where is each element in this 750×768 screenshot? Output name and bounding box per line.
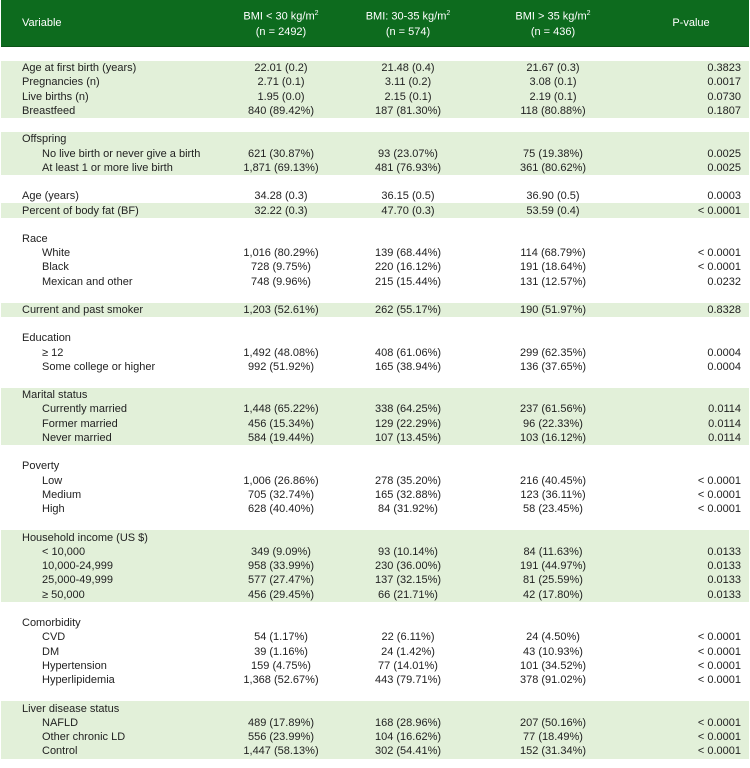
cell-pvalue: 0.0114 [633, 431, 749, 445]
cell-bmi-over-35: 24 (4.50%) [526, 631, 580, 644]
row-label: Former married [1, 417, 219, 431]
cell-bmi-30-35: 21.48 (0.4) [343, 61, 473, 75]
cell-bmi-over-35: 43 (10.93%) [523, 645, 583, 658]
cell-pvalue: 0.0114 [633, 402, 749, 416]
cell-bmi-under-30: 39 (1.16%) [254, 645, 308, 658]
cell-bmi-30-35 [343, 388, 473, 402]
row-label: High [42, 503, 65, 516]
cell-bmi-30-35 [343, 530, 473, 544]
cell-bmi-30-35: 3.11 (0.2) [343, 75, 473, 89]
table-row [1, 132, 749, 146]
cell-bmi-30-35 [343, 132, 473, 146]
cell-bmi-30-35: 481 (76.93%) [343, 161, 473, 175]
cell-bmi-over-35 [473, 459, 633, 473]
table-row [1, 431, 749, 445]
cell-bmi-30-35: 165 (32.88%) [374, 488, 442, 501]
row-label: Live births (n) [1, 90, 219, 104]
table-row [1, 104, 749, 118]
cell-pvalue [633, 388, 749, 402]
row-label: Control [1, 744, 219, 758]
header-bmi-30-35: BMI: 30-35 $kg/m^2$ (n = 574) [343, 0, 473, 47]
table-row [1, 161, 749, 175]
table-row [1, 260, 749, 274]
cell-bmi-30-35: 278 (35.20%) [374, 474, 442, 487]
cell-bmi-under-30: 1,492 (48.08%) [243, 346, 319, 359]
table-row [1, 345, 749, 359]
spacer-row [1, 175, 749, 189]
cell-bmi-over-35: 42 (17.80%) [473, 588, 633, 602]
cell-bmi-30-35: 2.15 (0.1) [343, 90, 473, 104]
cell-bmi-over-35: 53.59 (0.4) [473, 203, 633, 217]
cell-bmi-under-30: 577 (27.47%) [219, 573, 343, 587]
cell-bmi-under-30: 349 (9.09%) [219, 545, 343, 559]
cell-bmi-over-35: 96 (22.33%) [473, 417, 633, 431]
cell-bmi-30-35: 338 (64.25%) [343, 402, 473, 416]
cell-bmi-over-35 [473, 232, 633, 246]
row-label: Low [42, 474, 63, 487]
table-row [1, 203, 749, 217]
cell-bmi-over-35: 81 (25.59%) [473, 573, 633, 587]
table-row [1, 331, 749, 345]
cell-bmi-under-30: 628 (40.40%) [247, 503, 315, 516]
table-row [1, 716, 749, 730]
cell-bmi-under-30: 456 (15.34%) [219, 417, 343, 431]
table-row [1, 659, 749, 673]
cell-bmi-30-35: 36.15 (0.5) [381, 190, 435, 203]
spacer-row [1, 218, 749, 232]
table-row [1, 730, 749, 744]
cell-pvalue: 0.0025 [633, 146, 749, 160]
cell-pvalue: < 0.0001 [697, 261, 741, 274]
row-label: Marital status [1, 388, 219, 402]
cell-pvalue: 0.0232 [707, 275, 741, 288]
cell-bmi-30-35: 302 (54.41%) [343, 744, 473, 758]
spacer-row [1, 687, 749, 701]
cell-pvalue: < 0.0001 [633, 744, 749, 758]
cell-bmi-under-30 [219, 459, 343, 473]
cell-bmi-30-35: 104 (16.62%) [343, 730, 473, 744]
cell-pvalue [633, 459, 749, 473]
cell-pvalue: 0.0004 [707, 346, 741, 359]
cell-bmi-30-35 [343, 459, 473, 473]
cell-bmi-over-35: 118 (80.88%) [473, 104, 633, 118]
cell-pvalue: 0.0004 [707, 360, 741, 373]
row-label: Comorbidity [22, 617, 81, 630]
cell-bmi-under-30: 584 (19.44%) [219, 431, 343, 445]
cell-bmi-30-35: 93 (10.14%) [343, 545, 473, 559]
cell-pvalue: 0.3823 [633, 61, 749, 75]
table-row [1, 530, 749, 544]
spacer-row [1, 516, 749, 530]
cell-pvalue: < 0.0001 [633, 203, 749, 217]
row-label: Age (years) [22, 190, 79, 203]
cell-bmi-over-35: 84 (11.63%) [473, 545, 633, 559]
row-label: Pregnancies (n) [1, 75, 219, 89]
cell-bmi-under-30: 1,016 (80.29%) [243, 247, 319, 260]
cell-bmi-under-30: 1,448 (65.22%) [219, 402, 343, 416]
cell-bmi-30-35: 84 (31.92%) [378, 503, 438, 516]
cell-bmi-over-35 [473, 616, 633, 630]
row-label: Percent of body fat (BF) [1, 203, 219, 217]
table-row [1, 630, 749, 644]
cell-pvalue: 0.0133 [633, 559, 749, 573]
cell-pvalue: 0.0133 [633, 588, 749, 602]
table-row [1, 502, 749, 516]
cell-bmi-under-30: 748 (9.96%) [251, 275, 311, 288]
cell-bmi-under-30 [219, 132, 343, 146]
cell-pvalue: 0.8328 [633, 303, 749, 317]
row-label: Current and past smoker [1, 303, 219, 317]
cell-bmi-over-35: 190 (51.97%) [473, 303, 633, 317]
table-row [1, 744, 749, 758]
row-label: White [42, 247, 71, 260]
cell-bmi-under-30: 728 (9.75%) [251, 261, 311, 274]
cell-bmi-under-30: 992 (51.92%) [247, 360, 315, 373]
cell-bmi-over-35 [473, 701, 633, 715]
row-label: Other chronic LD [1, 730, 219, 744]
spacer-row [1, 118, 749, 132]
cell-bmi-30-35: 93 (23.07%) [343, 146, 473, 160]
cell-bmi-under-30: 159 (4.75%) [251, 659, 311, 672]
cell-bmi-over-35: 191 (44.97%) [473, 559, 633, 573]
cell-bmi-under-30 [219, 616, 343, 630]
table-row [1, 417, 749, 431]
table-header [1, 0, 749, 47]
cell-bmi-under-30: 32.22 (0.3) [219, 203, 343, 217]
cell-bmi-over-35: 2.19 (0.1) [473, 90, 633, 104]
cell-bmi-over-35: 75 (19.38%) [473, 146, 633, 160]
cell-bmi-over-35: 103 (16.12%) [473, 431, 633, 445]
cell-bmi-30-35 [343, 701, 473, 715]
cell-bmi-30-35: 187 (81.30%) [343, 104, 473, 118]
row-label: Education [22, 332, 71, 345]
row-label: Hypertension [42, 659, 107, 672]
row-label: Age at first birth (years) [1, 61, 219, 75]
cell-pvalue: 0.0003 [707, 190, 741, 203]
cell-pvalue: < 0.0001 [697, 645, 741, 658]
header-variable: Variable [1, 0, 219, 47]
row-label: Mexican and other [42, 275, 133, 288]
cell-pvalue: 0.0025 [633, 161, 749, 175]
table-row [1, 673, 749, 687]
table-row [1, 275, 749, 289]
row-label: NAFLD [1, 716, 219, 730]
spacer-row [1, 445, 749, 459]
cell-pvalue: 0.1807 [633, 104, 749, 118]
cell-bmi-under-30: 34.28 (0.3) [254, 190, 308, 203]
cell-bmi-under-30 [219, 331, 343, 345]
header-pvalue: P-value [633, 0, 749, 47]
table-row [1, 75, 749, 89]
row-label: ≥ 12 [42, 346, 64, 359]
row-label: 10,000-24,999 [1, 559, 219, 573]
cell-bmi-over-35: 123 (36.11%) [520, 488, 586, 501]
table-row [1, 232, 749, 246]
cell-bmi-30-35: 137 (32.15%) [343, 573, 473, 587]
cell-bmi-under-30 [219, 530, 343, 544]
cell-bmi-under-30: 1,203 (52.61%) [219, 303, 343, 317]
cell-bmi-under-30: 1.95 (0.0) [219, 90, 343, 104]
cell-bmi-over-35 [473, 132, 633, 146]
cell-bmi-over-35: 136 (37.65%) [519, 360, 587, 373]
table-row [1, 246, 749, 260]
cell-bmi-over-35: 152 (31.34%) [473, 744, 633, 758]
cell-bmi-over-35: 36.90 (0.5) [526, 190, 580, 203]
cell-bmi-over-35: 378 (91.02%) [519, 674, 587, 687]
cell-bmi-under-30 [219, 388, 343, 402]
cell-pvalue [633, 701, 749, 715]
cell-bmi-over-35: 58 (23.45%) [523, 503, 583, 516]
cell-bmi-under-30: 2.71 (0.1) [219, 75, 343, 89]
cell-bmi-30-35: 139 (68.44%) [374, 247, 442, 260]
cell-bmi-over-35: 216 (40.45%) [519, 474, 587, 487]
spacer-row [1, 374, 749, 388]
table-row [1, 303, 749, 317]
cell-pvalue: 0.0730 [633, 90, 749, 104]
cell-bmi-under-30 [219, 232, 343, 246]
cell-bmi-over-35 [473, 530, 633, 544]
row-label: Liver disease status [1, 701, 219, 715]
cell-bmi-over-35 [473, 331, 633, 345]
table-row [1, 360, 749, 374]
table-row [1, 146, 749, 160]
cell-bmi-over-35: 207 (50.16%) [473, 716, 633, 730]
cell-bmi-under-30: 958 (33.99%) [219, 559, 343, 573]
cell-bmi-30-35: 22 (6.11%) [381, 631, 435, 644]
cell-bmi-30-35: 129 (22.29%) [343, 417, 473, 431]
row-label: Poverty [22, 460, 60, 473]
cell-pvalue: 0.0114 [633, 417, 749, 431]
table-row [1, 90, 749, 104]
row-label: Some college or higher [42, 360, 156, 373]
cell-bmi-30-35: 107 (13.45%) [343, 431, 473, 445]
cell-bmi-under-30: 840 (89.42%) [219, 104, 343, 118]
cell-pvalue [633, 530, 749, 544]
cell-pvalue [633, 232, 749, 246]
cell-bmi-under-30: 556 (23.99%) [219, 730, 343, 744]
spacer-row [1, 317, 749, 331]
cell-pvalue: < 0.0001 [697, 247, 741, 260]
cell-pvalue [633, 132, 749, 146]
table-row [1, 189, 749, 203]
cell-bmi-under-30: 489 (17.89%) [219, 716, 343, 730]
row-label: 25,000-49,999 [1, 573, 219, 587]
cell-bmi-30-35: 443 (79.71%) [374, 674, 442, 687]
cell-bmi-under-30: 621 (30.87%) [219, 146, 343, 160]
cell-bmi-30-35 [343, 616, 473, 630]
cell-bmi-30-35: 262 (55.17%) [343, 303, 473, 317]
row-label: Black [42, 261, 69, 274]
cell-bmi-30-35: 165 (38.94%) [374, 360, 442, 373]
cell-bmi-over-35: 3.08 (0.1) [473, 75, 633, 89]
cell-bmi-over-35: 191 (18.64%) [519, 261, 587, 274]
row-label: DM [42, 645, 60, 658]
cell-bmi-under-30: 1,447 (58.13%) [219, 744, 343, 758]
row-label: < 10,000 [1, 545, 219, 559]
table-row [1, 459, 749, 473]
cell-bmi-under-30: 54 (1.17%) [254, 631, 308, 644]
cell-bmi-over-35: 77 (18.49%) [473, 730, 633, 744]
table-row [1, 61, 749, 75]
cell-bmi-30-35: 66 (21.71%) [343, 588, 473, 602]
row-label: Breastfeed [1, 104, 219, 118]
row-label: Offspring [1, 132, 219, 146]
cell-bmi-30-35: 168 (28.96%) [343, 716, 473, 730]
cell-bmi-over-35: 114 (68.79%) [520, 247, 586, 260]
cell-bmi-30-35: 220 (16.12%) [374, 261, 442, 274]
spacer-row [1, 47, 749, 62]
cell-pvalue [633, 331, 749, 345]
table-row [1, 474, 749, 488]
header-bmi-under-30: BMI < 30 $kg/m^2$ (n = 2492) [219, 0, 343, 47]
cell-pvalue: < 0.0001 [697, 474, 741, 487]
table-row [1, 645, 749, 659]
cell-bmi-30-35: 47.70 (0.3) [343, 203, 473, 217]
row-label: Household income (US $) [1, 530, 219, 544]
spacer-row [1, 602, 749, 616]
cell-bmi-under-30: 1,006 (26.86%) [243, 474, 319, 487]
cell-bmi-under-30: 1,368 (52.67%) [243, 674, 319, 687]
table-row [1, 488, 749, 502]
spacer-row [1, 289, 749, 303]
bmi-characteristics-table [1, 0, 749, 759]
cell-bmi-30-35 [343, 331, 473, 345]
table-row [1, 616, 749, 630]
cell-bmi-under-30: 22.01 (0.2) [219, 61, 343, 75]
row-label: No live birth or never give a birth [1, 146, 219, 160]
cell-pvalue: < 0.0001 [697, 659, 741, 672]
row-label: Race [22, 232, 48, 245]
cell-bmi-over-35: 237 (61.56%) [473, 402, 633, 416]
cell-bmi-under-30: 456 (29.45%) [219, 588, 343, 602]
cell-bmi-30-35: 77 (14.01%) [378, 659, 438, 672]
cell-pvalue: < 0.0001 [633, 716, 749, 730]
table-row [1, 588, 749, 602]
cell-bmi-under-30: 705 (32.74%) [247, 488, 315, 501]
cell-bmi-over-35: 101 (34.52%) [519, 659, 587, 672]
cell-bmi-30-35: 408 (61.06%) [374, 346, 442, 359]
cell-pvalue: < 0.0001 [697, 631, 741, 644]
cell-pvalue: < 0.0001 [633, 730, 749, 744]
header-bmi-over-35: BMI > 35 $kg/m^2$ (n = 436) [473, 0, 633, 47]
cell-pvalue: 0.0133 [633, 573, 749, 587]
table-row [1, 559, 749, 573]
cell-bmi-under-30 [219, 701, 343, 715]
row-label: Medium [42, 488, 82, 501]
table-row [1, 573, 749, 587]
table-row [1, 545, 749, 559]
table-row [1, 701, 749, 715]
cell-pvalue: < 0.0001 [697, 503, 741, 516]
cell-pvalue: 0.0017 [633, 75, 749, 89]
cell-bmi-over-35 [473, 388, 633, 402]
cell-bmi-over-35: 131 (12.57%) [519, 275, 587, 288]
cell-bmi-30-35 [343, 232, 473, 246]
cell-pvalue: 0.0133 [633, 545, 749, 559]
cell-pvalue [633, 616, 749, 630]
cell-bmi-over-35: 21.67 (0.3) [473, 61, 633, 75]
table-row [1, 402, 749, 416]
cell-bmi-under-30: 1,871 (69.13%) [219, 161, 343, 175]
row-label: Hyperlipidemia [42, 674, 115, 687]
cell-bmi-30-35: 215 (15.44%) [374, 275, 442, 288]
row-label: Currently married [1, 402, 219, 416]
row-label: CVD [42, 631, 66, 644]
cell-bmi-over-35: 361 (80.62%) [473, 161, 633, 175]
cell-bmi-over-35: 299 (62.35%) [519, 346, 587, 359]
table-row [1, 388, 749, 402]
row-label: At least 1 or more live birth [1, 161, 219, 175]
cell-bmi-30-35: 230 (36.00%) [343, 559, 473, 573]
row-label: Never married [1, 431, 219, 445]
row-label: ≥ 50,000 [1, 588, 219, 602]
cell-bmi-30-35: 24 (1.42%) [381, 645, 435, 658]
cell-pvalue: < 0.0001 [697, 674, 741, 687]
cell-pvalue: < 0.0001 [697, 488, 741, 501]
